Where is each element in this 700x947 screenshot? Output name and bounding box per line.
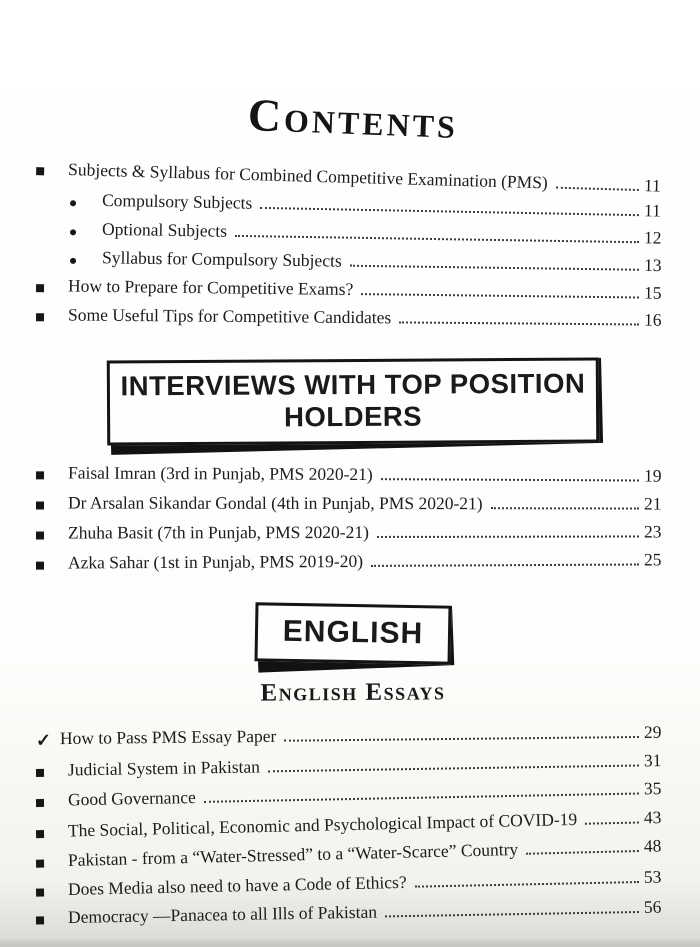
dot-leader	[260, 207, 639, 216]
dot-leader	[381, 478, 639, 481]
page-number: 15	[643, 282, 662, 303]
dot-leader	[204, 793, 639, 803]
toc-entry	[36, 549, 670, 581]
page-number: 56	[643, 896, 662, 917]
dot-leader	[284, 736, 639, 742]
dot-leader	[399, 321, 639, 325]
dot-leader	[385, 911, 639, 917]
dot-leader	[556, 187, 639, 191]
english-essays-heading: English Essays	[260, 678, 446, 707]
dot-leader	[526, 850, 639, 855]
square-bullet-icon	[36, 886, 68, 895]
toc-entry-label: The Social, Political, Economic and Psychological Impact of COVID-19	[67, 808, 578, 840]
toc-entry	[36, 492, 670, 522]
square-bullet-icon	[36, 283, 68, 291]
toc-entry	[36, 521, 670, 551]
dot-leader	[235, 235, 639, 243]
toc-entry-label: Some Useful Tips for Competitive Candidates	[67, 304, 392, 328]
square-bullet-icon	[36, 797, 68, 806]
dot-leader	[361, 293, 639, 298]
dot-bullet-icon	[70, 228, 102, 235]
square-bullet-icon	[36, 166, 68, 175]
toc-entry-label: Judicial System in Pakistan	[67, 755, 261, 779]
toc-entry	[36, 462, 670, 494]
dot-bullet-icon	[70, 257, 102, 263]
toc-entry-label: How to Pass PMS Essay Paper	[59, 725, 277, 749]
page-bottom-shadow	[0, 938, 700, 947]
dot-leader	[268, 764, 639, 772]
page-number: 35	[643, 778, 662, 799]
toc-entry-label: How to Prepare for Competitive Exams?	[67, 275, 354, 300]
page-number: 23	[643, 521, 662, 542]
square-bullet-icon	[36, 858, 68, 867]
square-bullet-icon	[36, 500, 68, 508]
check-icon: ✓	[35, 730, 52, 751]
toc-entry-label: Zhuha Basit (7th in Punjab, PMS 2020-21)	[67, 521, 369, 543]
page-number: 31	[643, 749, 662, 770]
square-bullet-icon	[36, 470, 68, 478]
page-number: 53	[643, 866, 662, 887]
page-number: 11	[643, 200, 662, 221]
dot-leader	[377, 536, 639, 538]
toc-section	[36, 159, 670, 335]
square-bullet-icon	[36, 767, 68, 776]
toc-entry-label: Does Media also need to have a Code of Ethics?	[67, 871, 407, 899]
toc-entry-label: Syllabus for Compulsory Subjects	[101, 247, 342, 271]
page-number: 29	[643, 721, 662, 742]
interviews-banner	[107, 359, 599, 444]
toc-entry-label: Optional Subjects	[101, 218, 228, 241]
english-banner-label: ENGLISH	[255, 602, 452, 664]
page-number: 25	[643, 549, 662, 570]
dot-leader	[491, 507, 639, 509]
toc-entry-label: Compulsory Subjects	[101, 189, 253, 213]
essays-section	[35, 721, 670, 932]
page-number: 13	[643, 254, 662, 276]
toc-entry-label: Faisal Imran (3rd in Punjab, PMS 2020-21)	[67, 462, 373, 485]
interviews-banner-label: INTERVIEWS WITH TOP POSITION HOLDERS	[107, 357, 600, 445]
toc-entry	[36, 304, 670, 338]
page-number: 48	[643, 835, 662, 856]
toc-entry-label: Azka Sahar (1st in Punjab, PMS 2019-20)	[67, 550, 364, 573]
page-number: 43	[643, 806, 662, 827]
page-number: 12	[643, 227, 662, 248]
toc-entry-label: Dr Arsalan Sikandar Gondal (4th in Punjab, PMS 2020-21)	[67, 492, 483, 514]
dot-leader	[371, 564, 639, 567]
interviews-section	[36, 464, 670, 580]
toc-entry-label: Subjects & Syllabus for Combined Competitive Examination (PMS)	[67, 159, 549, 193]
page-number: 19	[643, 465, 662, 486]
dot-leader	[585, 821, 639, 824]
page-number: 16	[643, 309, 662, 330]
square-bullet-icon	[36, 828, 68, 837]
page-number: 21	[643, 493, 662, 514]
page-title: Contents	[247, 88, 459, 149]
toc-entry-label: Pakistan - from a “Water-Stressed” to a “Water-Scarce” Country	[67, 838, 519, 870]
square-bullet-icon	[36, 915, 68, 924]
english-banner	[255, 604, 451, 663]
square-bullet-icon	[36, 530, 68, 538]
square-bullet-icon	[36, 312, 68, 320]
dot-leader	[350, 265, 639, 271]
dot-bullet-icon	[70, 199, 102, 206]
square-bullet-icon	[36, 560, 68, 568]
toc-entry-label: Democracy —Panacea to all Ills of Pakistan	[67, 901, 378, 927]
page-number: 11	[643, 175, 662, 196]
toc-entry-label: Good Governance	[67, 787, 196, 810]
dot-leader	[415, 881, 639, 888]
